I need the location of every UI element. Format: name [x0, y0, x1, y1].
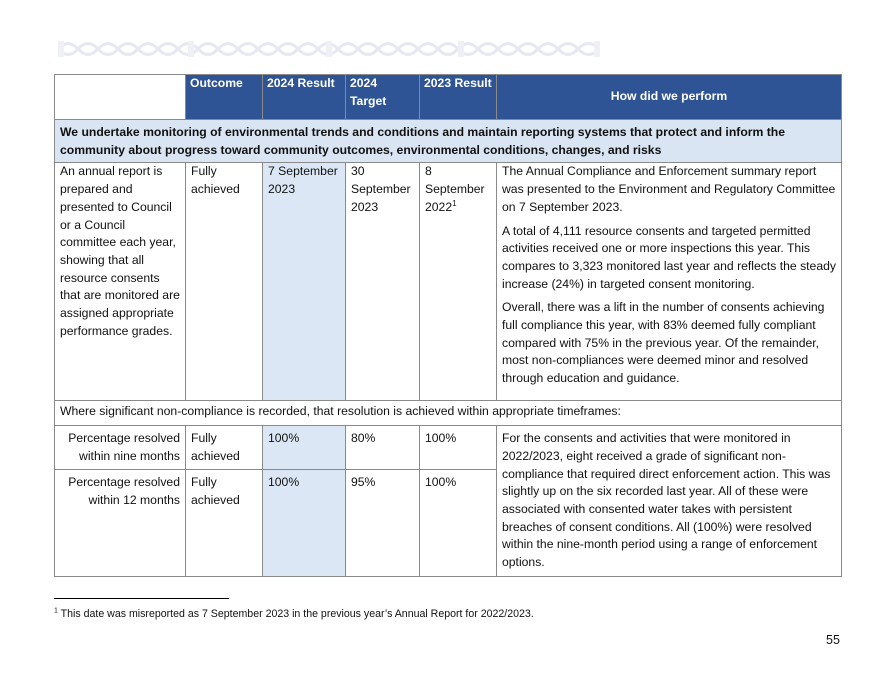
header-2024-result: 2024 Result: [263, 75, 346, 120]
subheading-row: [55, 401, 842, 426]
result-2023-cell: [420, 163, 497, 401]
measure-cell: Percentage resolved within nine months: [55, 426, 186, 470]
subheading: Where significant non-compliance is recorded, that resolution is achieved within appropriate timeframes:: [55, 401, 842, 426]
header-blank: [55, 75, 186, 120]
page-number: 55: [826, 633, 840, 647]
footnote: [54, 608, 534, 620]
target-2024-cell: 30 September 2023: [346, 163, 420, 401]
result-2023-value: 8 September 2022: [425, 164, 485, 214]
header-2023-result: 2023 Result: [420, 75, 497, 120]
section-heading-row: [55, 120, 842, 163]
result-2024-cell: 7 September 2023: [263, 163, 346, 401]
header-outcome: Outcome: [186, 75, 263, 120]
section-heading: We undertake monitoring of environmental trends and conditions and maintain reporting systems that protect and inform the community about progress toward community outcomes, environmental conditions, changes, and risks: [55, 120, 842, 163]
outcome-cell: Fully achieved: [186, 470, 263, 577]
result-2024-cell: 100%: [263, 470, 346, 577]
performance-commentary: [497, 163, 842, 401]
result-2023-cell: 100%: [420, 470, 497, 577]
footnote-text: This date was misreported as 7 September 2023 in the previous year’s Annual Report for 2022/2023.: [57, 608, 534, 620]
table-row: [55, 426, 842, 470]
performance-table: [54, 74, 842, 577]
table-header-row: [55, 75, 842, 120]
target-2024-cell: 80%: [346, 426, 420, 470]
footnote-divider: [54, 598, 229, 599]
table-row: [55, 163, 842, 401]
target-2024-cell: 95%: [346, 470, 420, 577]
commentary-paragraph: Overall, there was a lift in the number of consents achieving full compliance this year, with 83% deemed fully compliant compared with 75% in the previous year. Of the remainder, most non-compliances were deemed minor and resolved through education and guidance.: [502, 300, 825, 386]
resolution-commentary: For the consents and activities that were monitored in 2022/2023, eight received a grade of significant non-compliance that required direct enforcement action. This was slightly up on the six recorded last year. All of these were associated with consented water takes with persistent breaches of consent conditions. All (100%) were resolved within the nine-month period using a range of enforcement options.: [497, 426, 842, 577]
outcome-cell: Fully achieved: [186, 426, 263, 470]
result-2024-cell: 100%: [263, 426, 346, 470]
commentary-paragraph: The Annual Compliance and Enforcement summary report was presented to the Environment and Regulatory Committee on 7 September 2023.: [502, 164, 836, 214]
header-how-did-we-perform: How did we perform: [497, 75, 842, 120]
footnote-marker: 1: [54, 607, 58, 615]
outcome-cell: Fully achieved: [186, 163, 263, 401]
measure-cell: Percentage resolved within 12 months: [55, 470, 186, 577]
header-2024-target: 2024 Target: [346, 75, 420, 120]
woven-pattern-icon: [58, 38, 600, 60]
commentary-paragraph: A total of 4,111 resource consents and targeted permitted activities received one or more inspections this year. This compares to 3,323 monitored last year and reflects the steady increase (24%) in targeted consent monitoring.: [502, 223, 836, 291]
result-2023-cell: 100%: [420, 426, 497, 470]
footnote-reference: 1: [452, 198, 457, 208]
measure-cell: An annual report is prepared and presented to Council or a Council committee each year, showing that all resource consents that are monitored are assigned appropriate performance grades.: [55, 163, 186, 401]
